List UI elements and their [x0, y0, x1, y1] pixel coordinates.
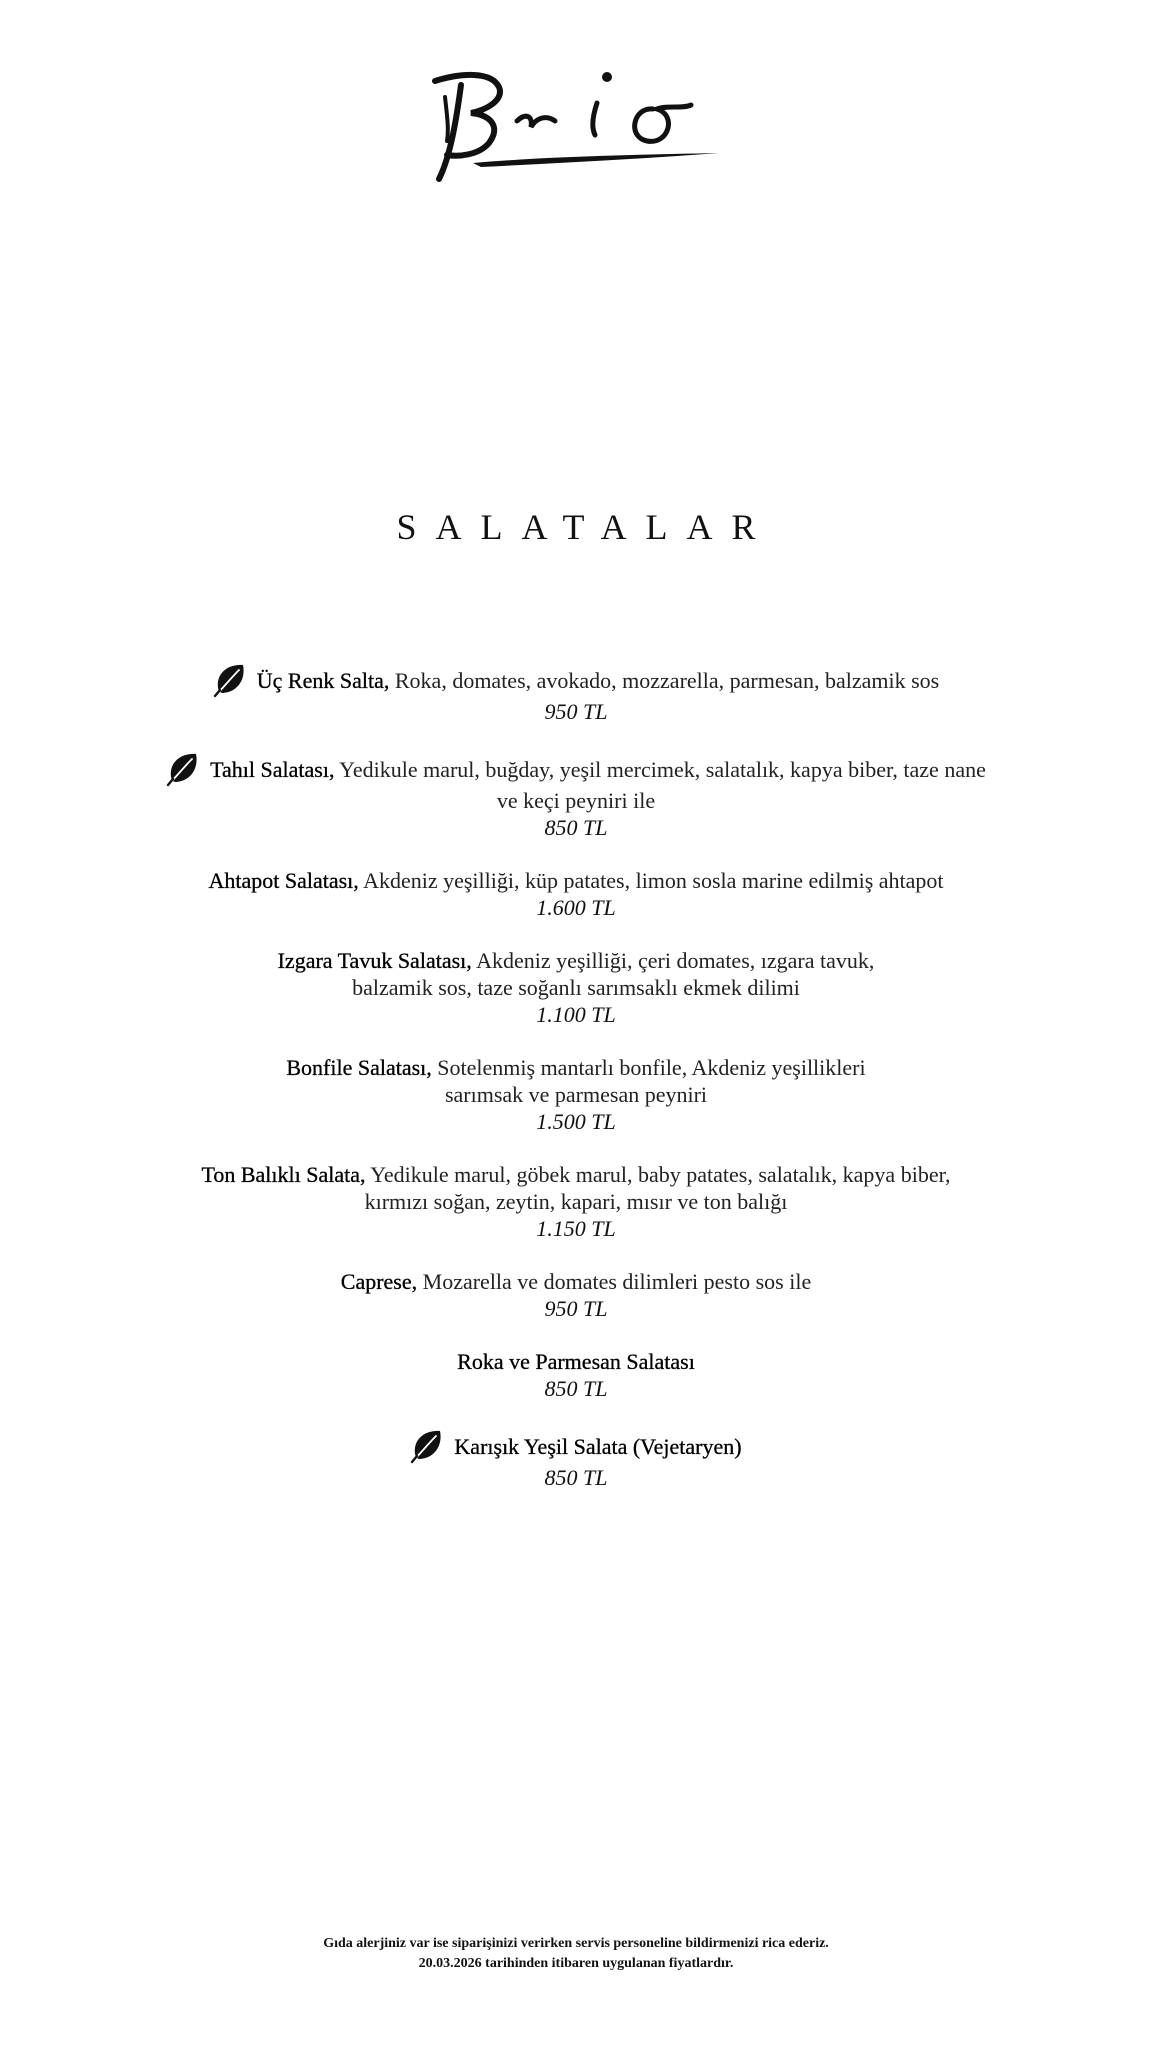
- brio-logo-signature: [421, 55, 731, 195]
- menu-item: [0, 947, 1152, 1028]
- menu-item-description: Yedikule marul, göbek marul, baby patates, salatalık, kapya biber,: [370, 1162, 951, 1187]
- menu-item-text: [457, 1348, 695, 1402]
- menu-item: [0, 751, 1152, 841]
- leaf-icon: [410, 1428, 444, 1464]
- allergy-notice: Gıda alerjiniz var ise siparişinizi verirken servis personeline bildirmenizi rica ederiz.: [323, 1936, 829, 1951]
- menu-item-line: [166, 751, 986, 787]
- menu-item-text: [208, 867, 943, 921]
- menu-item-line: [410, 1428, 741, 1464]
- menu-item-text: [166, 751, 986, 841]
- menu-item: [0, 1348, 1152, 1402]
- menu-item-name: Karışık Yeşil Salata (Vejetaryen): [454, 1434, 742, 1459]
- menu-item-text: [201, 1161, 950, 1242]
- menu-item-line: [341, 1268, 811, 1295]
- price-validity-notice: 20.03.2026 tarihinden itibaren uygulanan fiyatlardır.: [418, 1956, 734, 1971]
- menu-item-name: Caprese,: [340, 1269, 418, 1294]
- menu-item-text: [341, 1268, 811, 1322]
- menu-item-price: 1.600 TL: [536, 895, 616, 920]
- brand-logo: [0, 55, 1152, 200]
- menu-item-text: [278, 947, 875, 1028]
- menu-item-name: Bonfile Salatası,: [286, 1055, 432, 1080]
- menu-item-text: [286, 1054, 865, 1135]
- menu-item-price: 850 TL: [544, 1465, 608, 1490]
- menu-item-line: [208, 867, 943, 894]
- menu-item: [0, 1161, 1152, 1242]
- menu-item-description: Mozarella ve domates dilimleri pesto sos ile: [422, 1269, 812, 1294]
- menu-item-name: Tahıl Salatası,: [210, 757, 335, 782]
- menu-item-description: balzamik sos, taze soğanlı sarımsaklı ekmek dilimi: [352, 975, 800, 1000]
- menu-item-name: Roka ve Parmesan Salatası: [457, 1349, 695, 1374]
- menu-item-name: Ahtapot Salatası,: [208, 868, 359, 893]
- footer-notes: [0, 1934, 1152, 1974]
- menu-item-line: [286, 1054, 865, 1081]
- menu-list: [0, 662, 1152, 1517]
- menu-item-description: Akdeniz yeşilliği, küp patates, limon sosla marine edilmiş ahtapot: [363, 868, 944, 893]
- menu-item-description: Akdeniz yeşilliği, çeri domates, ızgara tavuk,: [476, 948, 875, 973]
- leaf-icon: [213, 662, 247, 698]
- menu-item-description: Sotelenmiş mantarlı bonfile, Akdeniz yeşillikleri: [437, 1055, 866, 1080]
- menu-item-name: Üç Renk Salta,: [256, 668, 390, 693]
- menu-item-description: kırmızı soğan, zeytin, kapari, mısır ve ton balığı: [364, 1189, 788, 1214]
- menu-item-description: Yedikule marul, buğday, yeşil mercimek, salatalık, kapya biber, taze nane: [339, 757, 986, 782]
- menu-item-text: [213, 662, 939, 725]
- menu-item: [0, 662, 1152, 725]
- menu-item-price: 850 TL: [544, 815, 608, 840]
- menu-item-price: 1.100 TL: [536, 1002, 616, 1027]
- menu-item-line: [201, 1161, 950, 1188]
- menu-item-description: sarımsak ve parmesan peyniri: [444, 1082, 708, 1107]
- menu-item-line: [213, 662, 939, 698]
- menu-item: [0, 1268, 1152, 1322]
- section-title: SALATALAR: [396, 507, 775, 547]
- menu-item-name: Izgara Tavuk Salatası,: [277, 948, 472, 973]
- menu-item-price: 1.500 TL: [536, 1109, 616, 1134]
- menu-item-description: ve keçi peyniri ile: [496, 788, 656, 813]
- menu-item: [0, 867, 1152, 921]
- menu-item-price: 1.150 TL: [536, 1216, 616, 1241]
- menu-item: [0, 1054, 1152, 1135]
- menu-item-text: [410, 1428, 741, 1491]
- menu-item-line: [457, 1348, 695, 1375]
- menu-item: [0, 1428, 1152, 1491]
- menu-item-price: 950 TL: [544, 1296, 608, 1321]
- menu-item-name: Ton Balıklı Salata,: [201, 1162, 366, 1187]
- leaf-icon: [166, 751, 200, 787]
- menu-item-price: 850 TL: [544, 1376, 608, 1401]
- menu-item-line: [278, 947, 875, 974]
- menu-item-price: 950 TL: [544, 699, 608, 724]
- menu-item-description: Roka, domates, avokado, mozzarella, parmesan, balzamik sos: [394, 668, 940, 693]
